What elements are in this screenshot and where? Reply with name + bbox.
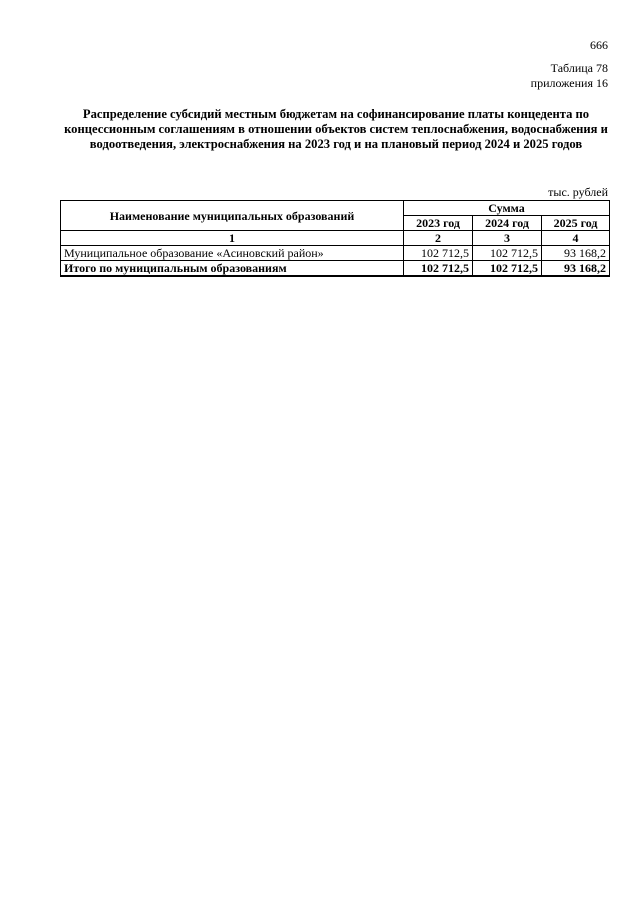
value-2025: 93 168,2 — [542, 246, 610, 261]
header-year-2023: 2023 год — [404, 216, 473, 231]
table-row — [61, 246, 610, 261]
table-reference — [531, 61, 608, 91]
value-2023: 102 712,5 — [404, 246, 473, 261]
total-2023: 102 712,5 — [404, 261, 473, 277]
header-year-2025: 2025 год — [542, 216, 610, 231]
column-number-row — [61, 231, 610, 246]
appendix-number: приложения 16 — [530, 76, 608, 90]
header-sum: Сумма — [404, 201, 610, 216]
table-number: Таблица 78 — [550, 61, 608, 75]
column-number-2: 2 — [404, 231, 473, 246]
value-2024: 102 712,5 — [473, 246, 542, 261]
column-number-1: 1 — [61, 231, 404, 246]
total-label: Итого по муниципальным образованиям — [61, 261, 404, 277]
header-year-2024: 2024 год — [473, 216, 542, 231]
column-number-4: 4 — [542, 231, 610, 246]
total-2024: 102 712,5 — [473, 261, 542, 277]
municipality-name: Муниципальное образование «Асиновский район» — [61, 246, 404, 261]
header-row-1 — [61, 201, 610, 216]
page-number: 666 — [590, 38, 608, 52]
column-number-3: 3 — [473, 231, 542, 246]
total-2025: 93 168,2 — [542, 261, 610, 277]
document-title: Распределение субсидий местным бюджетам на софинансирование платы концедента по концессионным соглашениям в отношении объектов систем теплоснабжения, водоснабжения и водоотведения, электроснабжения на 2023 год и на плановый период 2024 и 2025 годов — [64, 107, 608, 151]
units-label: тыс. рублей — [548, 185, 608, 199]
header-municipality: Наименование муниципальных образований — [61, 201, 404, 231]
total-row — [61, 261, 610, 277]
subsidy-table — [60, 200, 610, 277]
